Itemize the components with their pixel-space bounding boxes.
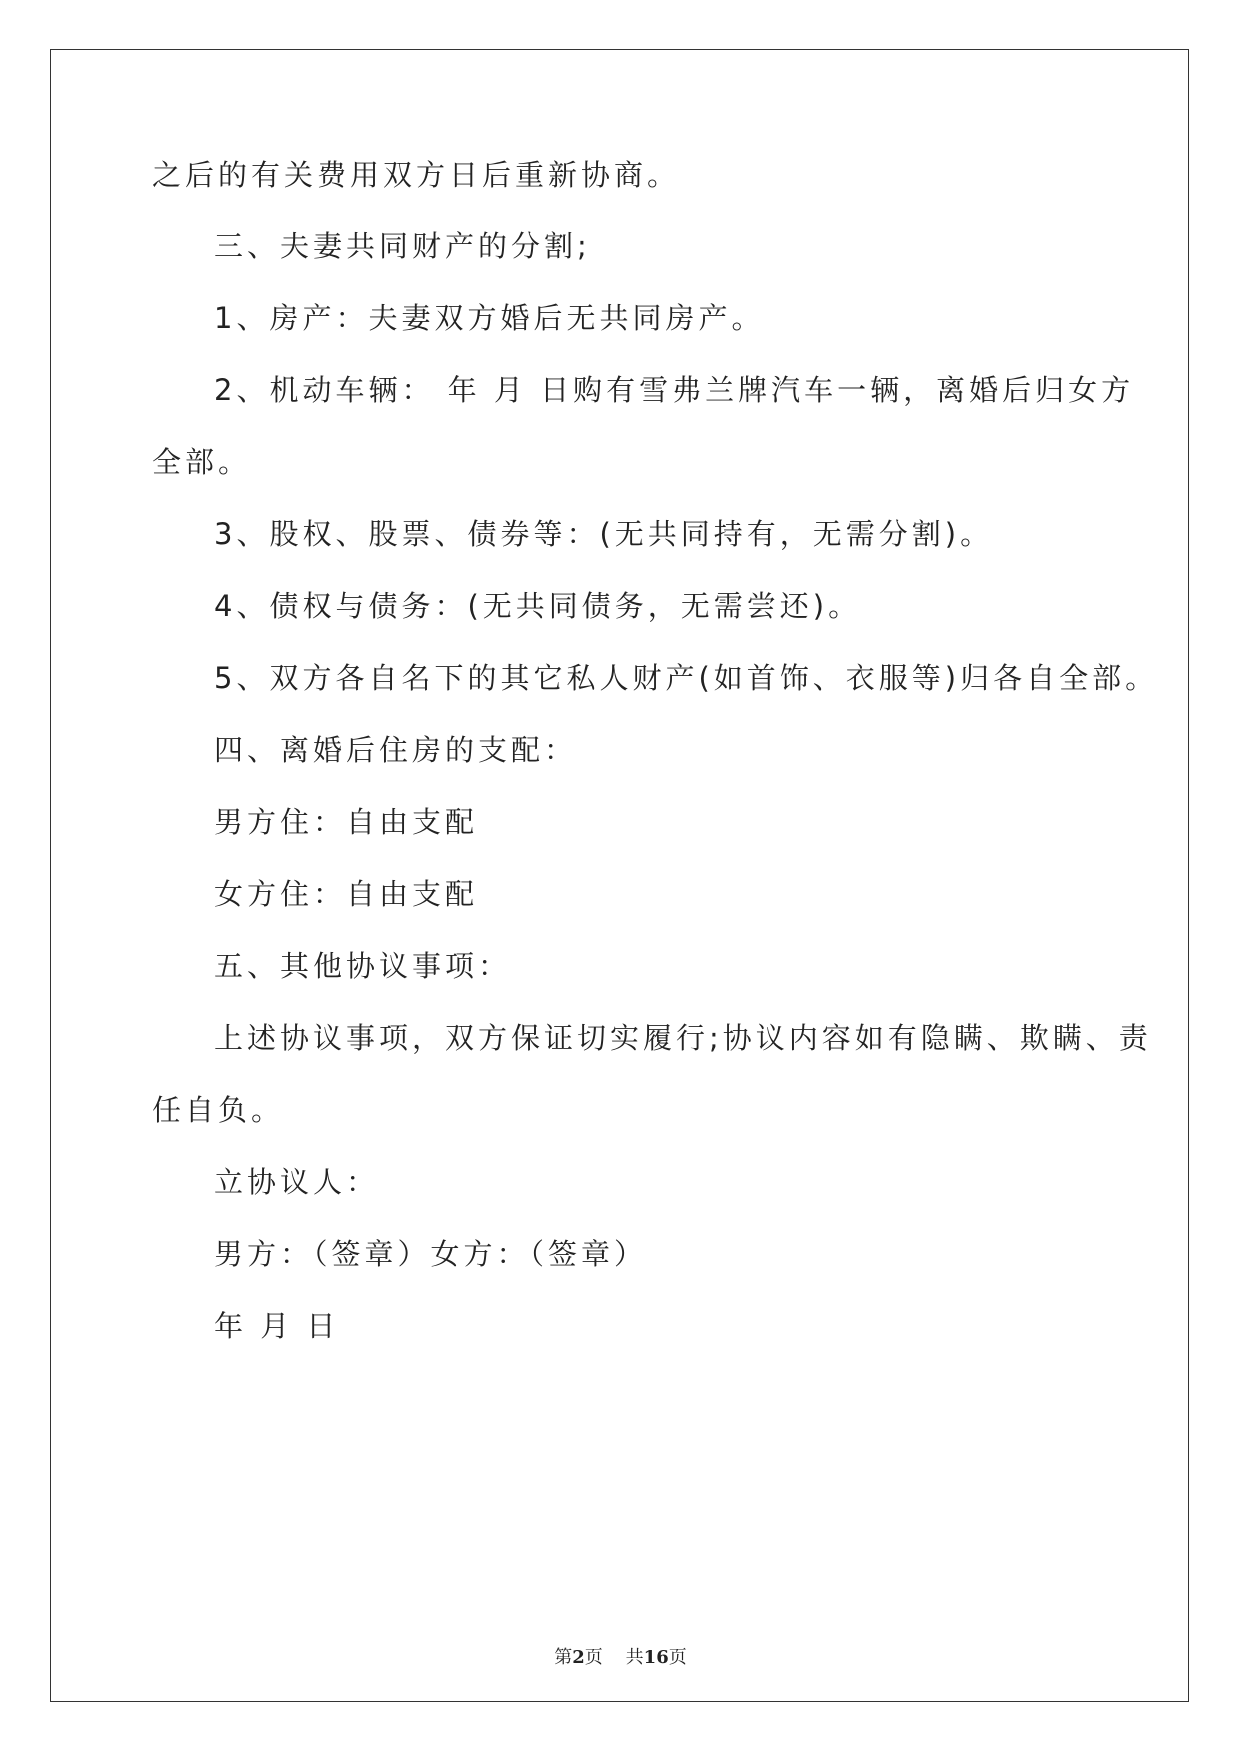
section-heading-housing: 四、离婚后住房的支配： <box>214 733 578 767</box>
page-footer <box>0 1643 1241 1669</box>
footer-page-prefix: 第 <box>554 1647 573 1668</box>
paragraph-line: 4、债权与债务：(无共同债务，无需尝还)。 <box>214 589 862 623</box>
paragraph-line: 任自负。 <box>152 1093 285 1127</box>
footer-page-suffix: 页 <box>584 1647 603 1668</box>
paragraph-line: 3、股权、股票、债券等：(无共同持有，无需分割)。 <box>214 517 994 551</box>
paragraph-line: 上述协议事项，双方保证切实履行;协议内容如有隐瞒、欺瞒、责 <box>214 1021 1152 1055</box>
paragraph-line: 男方住：自由支配 <box>214 805 479 839</box>
footer-total-number: 16 <box>643 1647 669 1668</box>
footer-total-prefix: 共 <box>625 1647 644 1668</box>
paragraph-line: 之后的有关费用双方日后重新协商。 <box>152 158 681 192</box>
paragraph-line: 5、双方各自名下的其它私人财产(如首饰、衣服等)归各自全部。 <box>214 661 1159 695</box>
signature-line: 男方：（签章）女方：（签章） <box>214 1237 648 1271</box>
paragraph-line: 女方住：自由支配 <box>214 877 479 911</box>
signatories-label: 立协议人： <box>214 1165 380 1199</box>
section-heading-property-division: 三、夫妻共同财产的分割; <box>214 229 591 263</box>
paragraph-line: 1、房产：夫妻双方婚后无共同房产。 <box>214 301 765 335</box>
footer-total-suffix: 页 <box>668 1647 687 1668</box>
date-line: 年 月 日 <box>214 1309 340 1343</box>
section-heading-other-matters: 五、其他协议事项： <box>214 949 512 983</box>
paragraph-line: 全部。 <box>152 445 252 479</box>
footer-page-number: 2 <box>572 1647 585 1668</box>
paragraph-line: 2、机动车辆： 年 月 日购有雪弗兰牌汽车一辆，离婚后归女方 <box>214 373 1135 407</box>
